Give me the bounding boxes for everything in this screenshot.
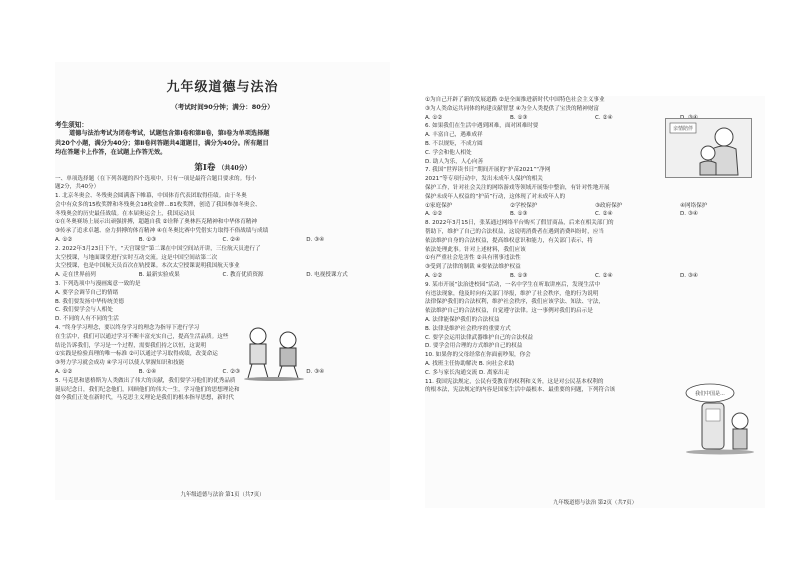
- option-line: C. 学会和他人相处: [425, 149, 472, 156]
- choice: C. ②④: [595, 211, 613, 218]
- choice: C. ②④: [595, 272, 613, 279]
- option-line: C. 我们要学会与人相处: [55, 307, 113, 314]
- question-text: 太空授课，与地面课堂进行实时互动交流。这是中国空间站第二次: [55, 254, 218, 261]
- choice: A. ①②: [425, 272, 443, 279]
- option-line: ③受到了法律的制裁 ④要依法维护权益: [425, 264, 521, 271]
- question-text: 1. 北京冬奥会、冬残奥会圆满落下帷幕，中国体育代表团取得佳绩。由于冬奥: [55, 193, 247, 200]
- question-text: 冬残奥会的历史最佳战绩。在本届奥运会上，我国运动员: [55, 210, 195, 217]
- question-text: 在生活中，我们可以通过学习不断丰富充实自己，提高生活品质。这些: [55, 333, 229, 340]
- question-text: 8. 2022年3月15日，张某通过网络平台购买了假冒商品，后来在相关部门的: [425, 220, 614, 227]
- option: ②学校保护: [510, 202, 538, 209]
- answer-choices: [425, 210, 765, 219]
- question-text: 诞辰纪念日，我们纪念他们，回顾他们的伟大一生，学习他们的思想理论和: [55, 386, 240, 393]
- choice: A. ①②: [55, 369, 73, 376]
- page-footer: 九年级道德与法治 第1页（共7页）: [180, 492, 265, 498]
- choice: B. ①③: [510, 211, 528, 218]
- choice: D. 电视授课方式: [306, 272, 348, 279]
- right-page: [425, 96, 765, 508]
- question-text: 保护未成年人权益的“护苗”行动，这体现了对未成年人的: [425, 193, 566, 200]
- choice: C. ②③: [222, 369, 240, 376]
- question-1: [55, 192, 390, 245]
- answer-choices: [425, 272, 765, 281]
- instruction-line: 题2分，共40分）: [55, 184, 100, 191]
- question-text: 5. 马克思和恩格斯为人类做出了伟大的贡献，我们要学习他们的优秀品质: [55, 377, 236, 384]
- option-line: B. 法律是维护社会秩序的重要方式: [425, 325, 511, 332]
- option: ①家庭保护: [425, 202, 453, 209]
- family-figure: [665, 118, 752, 178]
- notice-line: 共20个小题，满分为40分；第Ⅱ卷问答题共4道题目，满分为40分。所有题目: [55, 139, 269, 147]
- answer-choices: [55, 271, 390, 280]
- choice: B. ①④: [138, 369, 157, 376]
- question-text: 太空授课，也是中国航天员首次在轨授课。本次太空授课说明我国航天事业: [55, 263, 240, 270]
- question-8: [425, 219, 765, 281]
- option-line: ①为自己开辟了新的发展道路 ②是全面推进新时代中国特色社会主义事业: [425, 97, 605, 103]
- option-line: B. 不以规矩，不成方圆: [425, 140, 483, 147]
- option: ③政府保护: [595, 202, 623, 209]
- question-text: 6. 如果我们在生活中遇到困难，面对困难时要: [425, 123, 539, 130]
- choice: B. 最新实验成果: [138, 272, 180, 279]
- question-text: 有违法现象，他及时向有关部门举报，维护了社会秩序，他的行为说明: [425, 290, 599, 297]
- question-text: 的根本法，宪法规定的内容是国家生活中最根本、最重要的问题，下列符合该: [425, 387, 616, 394]
- left-page: [55, 62, 390, 500]
- option-line: D. 要学会用合理的方式维护自己的权益: [425, 343, 523, 350]
- question-text: 2. 2022年3月23日下午，“天宫课堂”第二课在中国空间站开讲，三位航天员进行了: [55, 245, 261, 252]
- option-line: D. 不同的人有不同的生活: [55, 316, 119, 323]
- option: ④网络保护: [680, 202, 708, 209]
- section-heading: [55, 161, 390, 173]
- option-line: ①实践是检验真理的唯一标准 ②可以通过学习取得成绩，改变命运: [55, 351, 218, 358]
- question-text: 如今我们正处在新时代，马克思主义理论是我们的根本指导思想，新时代: [55, 395, 235, 402]
- question-text: 依法处理此事。针对上述材料，我们应该: [425, 246, 526, 253]
- option-line: B. 我们要发扬中华传统美德: [55, 298, 124, 305]
- notice-heading: 考生须知：: [55, 121, 88, 129]
- question-text: 依法维护自身的合法权益，提高维权意识和能力，有关部门表示，将: [425, 237, 593, 244]
- choice: D. ③④: [306, 237, 325, 244]
- choice: A. ①②: [425, 211, 443, 218]
- question-4: [55, 324, 390, 377]
- choice: D. ③④: [306, 369, 325, 376]
- question-text: 10. 如果你的父母经常在你面前吵架，你会: [425, 352, 531, 359]
- question-text: 帮助下，维护了自己的合法权益，这说明消费者在遇到消费纠纷时，应当: [425, 228, 605, 235]
- cartoon-figure: [240, 324, 308, 382]
- choice: C. 教育优质资源: [222, 272, 264, 279]
- option-line: A. 丰富自己，遇难成祥: [425, 132, 483, 139]
- answer-choices: [55, 368, 390, 377]
- option-line: A. 法律能保护我们的合法权益: [425, 316, 500, 323]
- section-note: （共40分）: [218, 164, 251, 172]
- notice-line: 均在答题卡上作答，在试题上作答无效。: [55, 149, 167, 156]
- choice: C. ②④: [595, 114, 613, 121]
- section-title: 第Ⅰ卷: [194, 162, 216, 173]
- choice: B. ①③: [510, 272, 528, 279]
- choice: D. ③④: [680, 211, 698, 218]
- choice: C. ②④: [222, 237, 240, 244]
- exam-subtitle: （考试时间90分钟；满分：80分）: [171, 103, 274, 111]
- question-text: 会中有众多的15枚奖牌和冬残奥会18枚金牌...81枚奖牌，创造了我国参加冬奥会、: [55, 201, 261, 208]
- notice-block: [55, 129, 390, 158]
- notice-line: 道德与法治考试为闭卷考试，试题包含第Ⅰ卷和第Ⅱ卷，第Ⅰ卷为单项选择题: [69, 130, 270, 137]
- question-text: 结论告诉我们，学习是一个过程，需要我们持之以恒，这说明: [55, 342, 207, 349]
- option-line: ③传承了追求卓越、奋力拼搏的体育精神 ④在冬奥比赛中凭借实力取得不俗战绩与成绩: [55, 228, 269, 235]
- question-text: 3. 下列选项中与漫画寓意一致的是: [55, 281, 141, 288]
- phone-cartoon: [680, 381, 760, 456]
- answer-choices: [55, 236, 390, 245]
- choice: A. 走在世界前列: [55, 272, 96, 279]
- choice: D. ③④: [680, 272, 698, 279]
- choice: A. ①②: [425, 114, 443, 121]
- choice: B. ①③: [138, 237, 157, 244]
- instruction-line: 一、单项选择题（在下列各题的四个选项中，只有一项是最符合题目要求的。每小: [55, 175, 257, 182]
- cartoon-speech: 我们中国是...: [695, 391, 725, 397]
- question-text: 7. 我国“世界读书日”期间开展的“护苗2021”“净网: [425, 167, 551, 174]
- question-text: 2021”等专项行动中，发出未成年人保护的相关: [425, 176, 543, 183]
- question-text: 依法维护自己的合法权益，自觉遵守法律。这一事例对我们的启示是: [425, 308, 593, 315]
- option-line: ③为人类命运共同体的构建贡献智慧 ④为全人类提供了宝贵的精神财富: [425, 105, 600, 112]
- option-line: ③努力学习就会成功 ④学习可以使人掌握知识和技能: [55, 360, 185, 367]
- question-10: [425, 351, 645, 377]
- option-line: A. 要学会调节自己的情绪: [55, 289, 119, 296]
- option-list: [425, 202, 765, 211]
- question-text: 法律保护我们的合法权利，维护社会秩序，我们应该学法、知法、守法，: [425, 299, 605, 306]
- question-text: 保护工作，针对社会关注的网络游戏等领域开展集中整治，有针对性地开展: [425, 184, 610, 191]
- exam-title: 九年级道德与法治: [166, 80, 279, 95]
- cartoon-illustration: [240, 324, 308, 382]
- page-footer: 九年级道德与法治 第2页（共7页）: [552, 500, 638, 506]
- question-9: [425, 281, 765, 351]
- option-line: A. 找班主任协助解决 B. 向社会求助: [425, 360, 515, 367]
- phone-cartoon-illustration: [680, 381, 760, 456]
- option-line: C. 要学会运用法律武器维护自己的合法权益: [425, 334, 534, 341]
- question-text: 9. 某市开展“法治进校园”活动，一名中学生在听取讲座后，发现生活中: [425, 281, 601, 288]
- figure-label: 亲情陪伴: [672, 126, 694, 132]
- question-5: [55, 377, 390, 403]
- question-text: 11. 我国宪法规定，公民有受教育的权利和义务，这是对公民基本权利的: [425, 378, 604, 385]
- question-text: 4. “终身学习理念，要以终身学习的理念为指导下进行学习: [55, 325, 200, 332]
- option-line: ①有严重社会危害性 ②具有刑事违法性: [425, 255, 521, 262]
- question-2: [55, 245, 390, 280]
- option-line: D. 助人为乐，人心向善: [425, 158, 484, 165]
- question-6: [425, 122, 625, 166]
- option-line: ①在冬奥赛场上展示出顽强拼搏，超越自我 ②诠释了奥林匹克精神和中华体育精神: [55, 219, 257, 226]
- choice: B. ①③: [510, 114, 528, 121]
- question-3: [55, 280, 235, 324]
- family-illustration: [666, 119, 751, 177]
- option-line: C. 多与家长沟通交流 D. 离家出走: [425, 369, 510, 376]
- choice: A. ①②: [55, 237, 73, 244]
